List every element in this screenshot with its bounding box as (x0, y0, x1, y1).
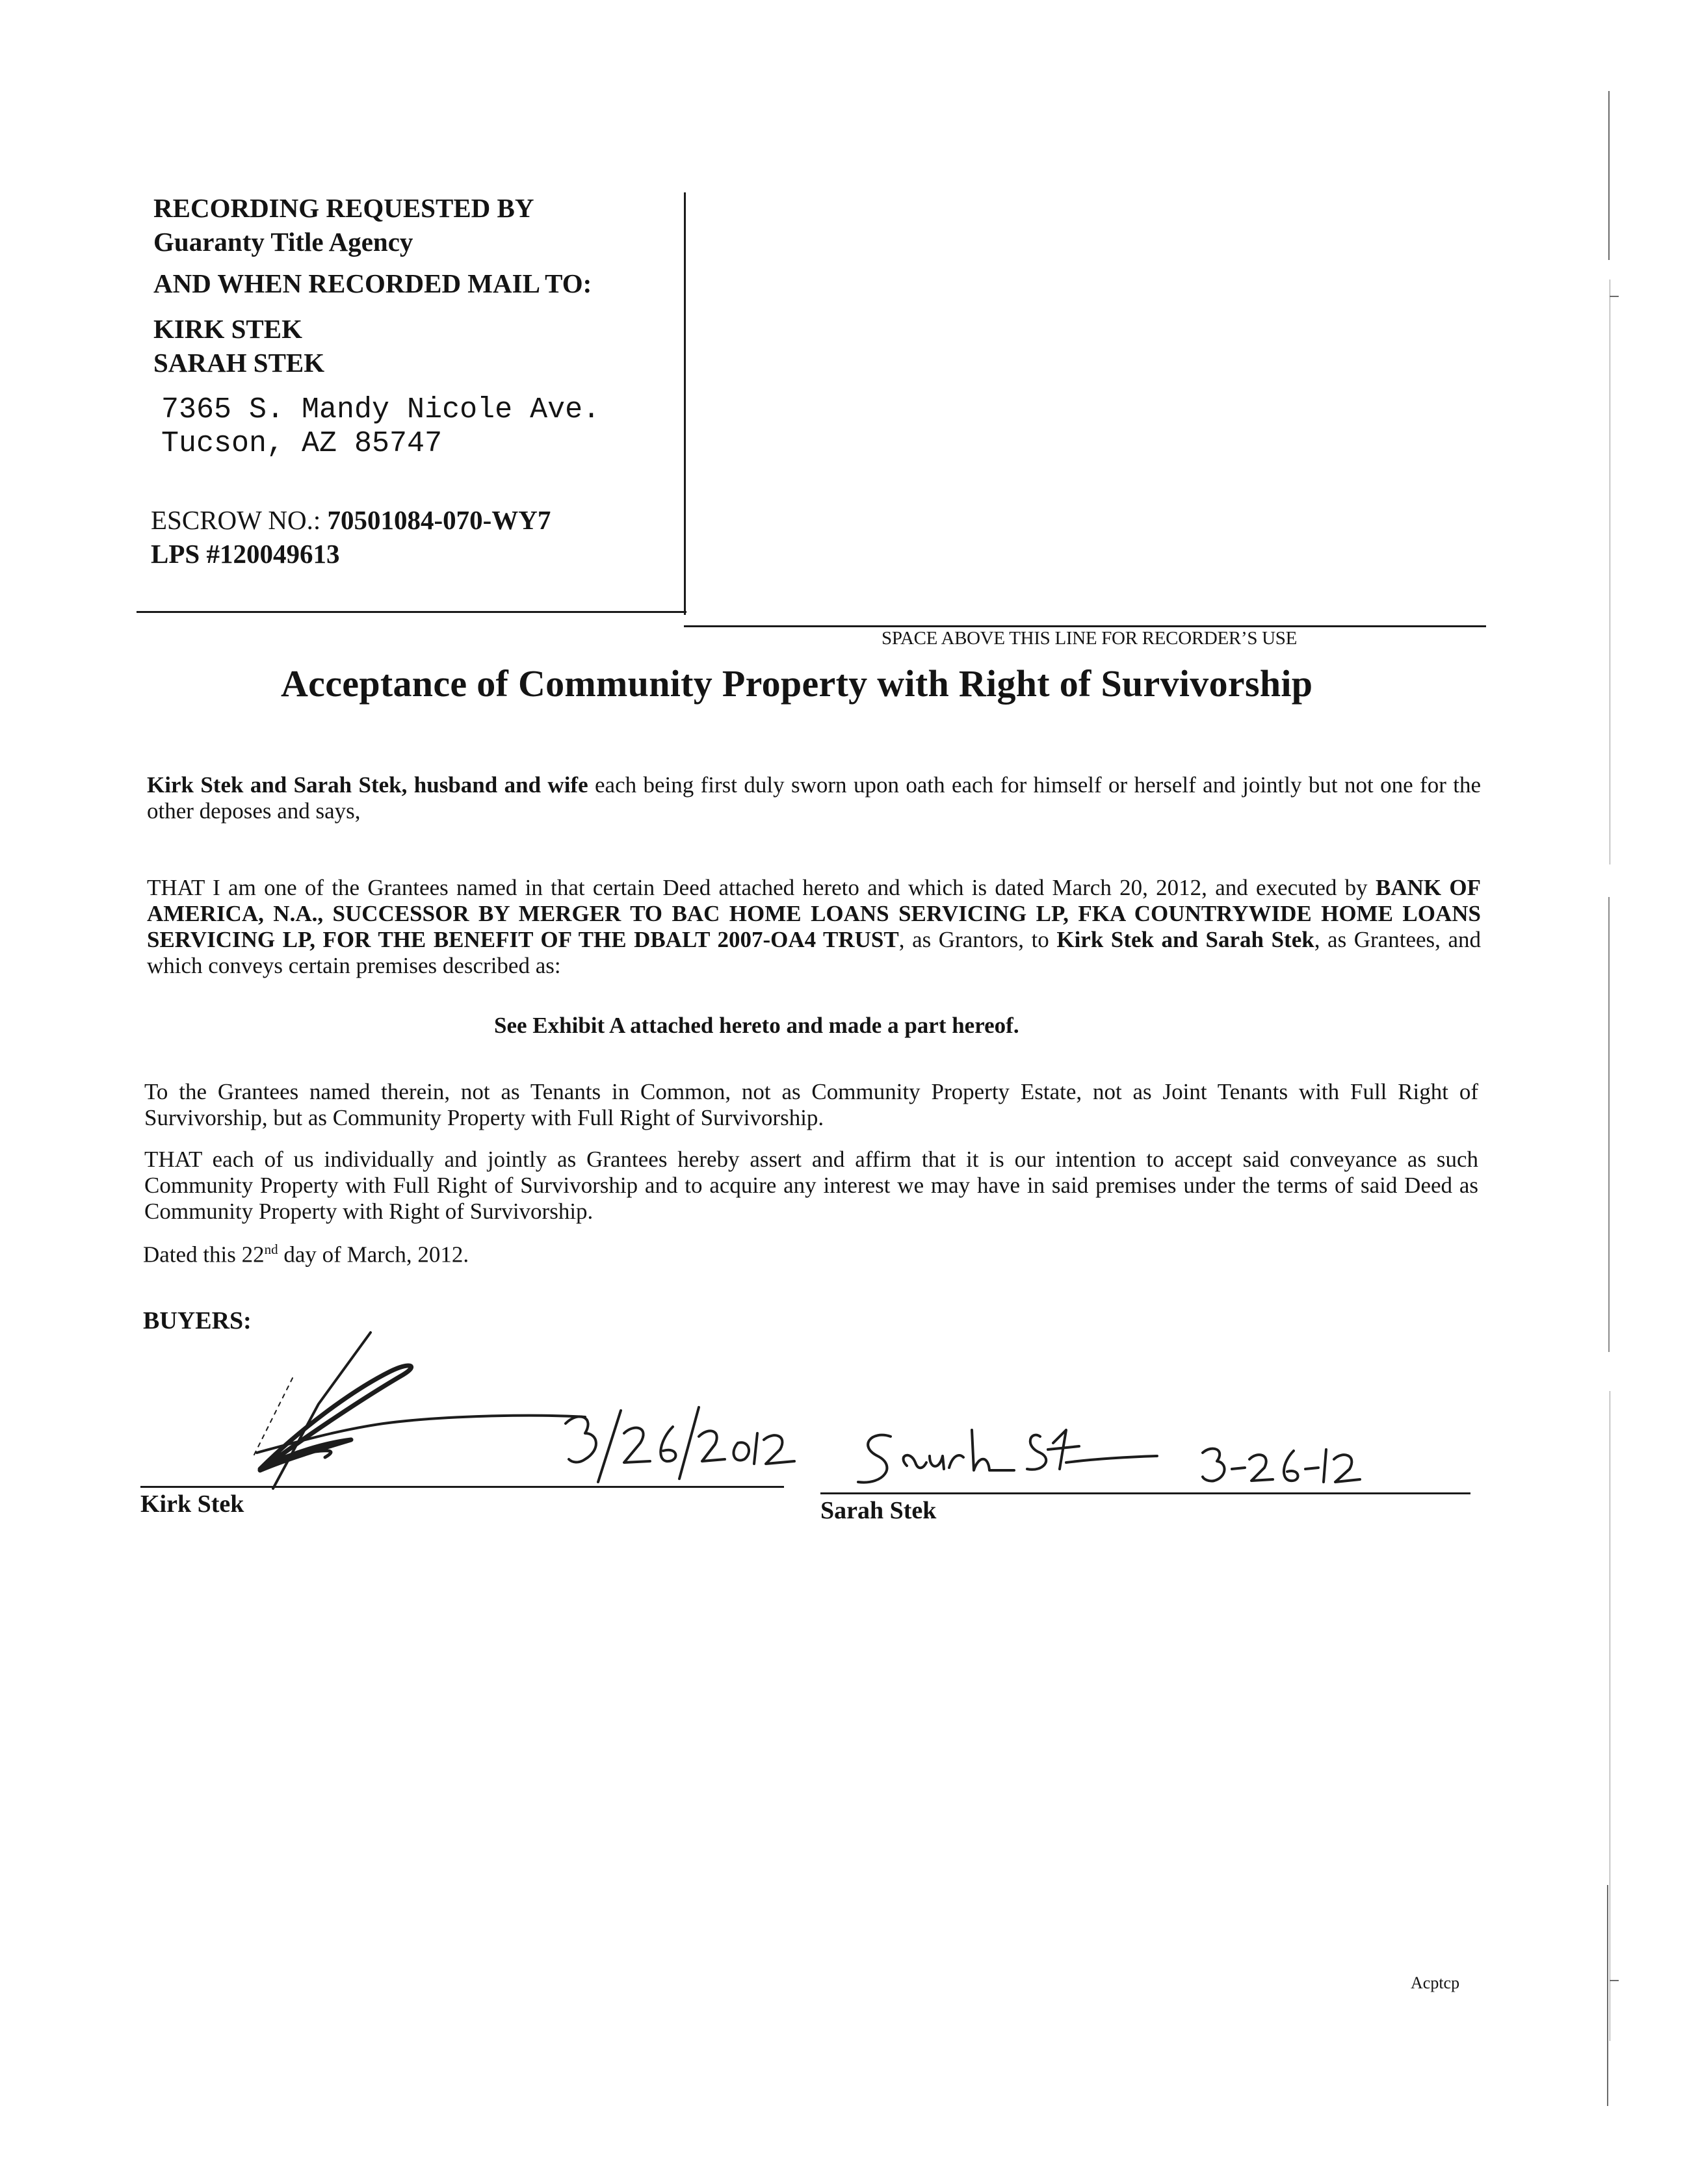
title-agency-name: Guaranty Title Agency (153, 227, 413, 257)
dated-line (143, 1242, 469, 1268)
intro-parties: Kirk Stek and Sarah Stek, husband and wife (147, 772, 588, 798)
date-digit-6 (1284, 1451, 1298, 1481)
dated-ordinal: nd (264, 1242, 278, 1257)
date-digit-6 (660, 1427, 675, 1461)
scan-edge-mark (1607, 1885, 1608, 2106)
kirk-printed-name: Kirk Stek (140, 1490, 244, 1518)
mail-to-label: AND WHEN RECORDED MAIL TO: (153, 268, 592, 298)
kirk-signature-stroke (257, 1416, 585, 1453)
date-digit-2 (1334, 1455, 1360, 1482)
mail-to-name-kirk: KIRK STEK (153, 314, 302, 344)
date-slash (679, 1407, 699, 1479)
sarah-printed-name: Sarah Stek (820, 1497, 937, 1524)
sarah-signature-stroke (904, 1455, 926, 1468)
address-line-1: 7365 S. Mandy Nicole Ave. (161, 393, 601, 426)
intro-paragraph (147, 772, 1481, 824)
date-digit-0 (733, 1442, 749, 1460)
escrow-label: ESCROW NO.: (151, 505, 321, 535)
intro-text: each being first duly sworn upon oath each for himself or herself and jointly but not one for the other deposes and says, (147, 772, 1481, 824)
sarah-signature-stroke (1027, 1435, 1046, 1470)
date-digit-3 (1203, 1449, 1225, 1481)
kirk-signature-date (559, 1404, 806, 1495)
date-digit-2 (699, 1431, 725, 1461)
date-digit-3 (566, 1416, 596, 1462)
deed-text-start: THAT I am one of the Grantees named in that certain Deed attached hereto and which is dated March 20, 2012, and executed by (147, 875, 1376, 900)
sarah-signature-stroke (949, 1455, 963, 1468)
date-slash (598, 1410, 621, 1482)
address-line-2: Tucson, AZ 85747 (161, 427, 443, 460)
sarah-signature-stroke (930, 1456, 944, 1469)
deed-text-mid: , as Grantors, to (898, 927, 1057, 952)
date-dash (1305, 1468, 1318, 1469)
deed-grantor: BANK OF AMERICA, N.A., SUCCESSOR BY MERGER TO BAC HOME LOANS SERVICING LP, FKA COUNTRYWIDE HOME LOANS SERVICING LP, FOR THE BENEFIT OF THE DBALT 2007-OA4 TRUST (147, 875, 1481, 952)
recorder-use-note: SPACE ABOVE THIS LINE FOR RECORDER’S USE (882, 628, 1297, 649)
document-title: Acceptance of Community Property with Right of Survivorship (281, 662, 1313, 705)
sarah-signature-stroke (858, 1435, 891, 1483)
date-digit-2 (624, 1428, 650, 1462)
escrow-line (151, 503, 551, 537)
deed-grantees: Kirk Stek and Sarah Stek (1056, 927, 1314, 952)
scan-edge-mark (1608, 897, 1610, 1352)
escrow-number: 70501084-070-WY7 (327, 505, 551, 535)
deed-text-end: , as Grantees, and which conveys certain premises described as: (147, 927, 1481, 978)
scan-edge-mark (1608, 91, 1610, 260)
lps-number: LPS #120049613 (151, 539, 340, 569)
sarah-signature-stroke (1066, 1456, 1157, 1462)
buyers-label: BUYERS: (143, 1307, 252, 1334)
date-dash (1232, 1468, 1245, 1469)
sarah-signature (845, 1410, 1183, 1502)
header-box-divider (684, 192, 686, 615)
sarah-signature-stroke (972, 1430, 1014, 1470)
date-digit-1 (754, 1433, 757, 1464)
footer-form-code: Acptcp (1411, 1973, 1460, 1992)
date-digit-1 (1324, 1450, 1326, 1482)
intention-paragraph: THAT each of us individually and jointly as Grantees hereby assert and affirm that it is our intention to accept said conveyance as such Community Property with Full Right of Survivorship and to acquire any interest we may have in said premises under the terms of said Deed as Community Property with Right of Survivorship. (144, 1147, 1478, 1224)
sarah-signature-stroke (1048, 1430, 1079, 1469)
kirk-signature-stroke (273, 1332, 371, 1488)
date-digit-2 (764, 1435, 794, 1464)
date-digit-2 (1249, 1455, 1273, 1481)
dated-prefix: Dated this 22 (143, 1242, 265, 1268)
mail-to-name-sarah: SARAH STEK (153, 348, 325, 378)
sarah-signature-date (1196, 1436, 1365, 1495)
deed-paragraph (147, 875, 1481, 979)
header-box-bottom-rule (137, 611, 686, 613)
tenants-paragraph: To the Grantees named therein, not as Tenants in Common, not as Community Property Estate, not as Joint Tenants with Full Right of Survivorship, but as Community Property with Full Right of Survivorship. (144, 1079, 1478, 1130)
scan-edge-tick (1610, 296, 1619, 297)
recording-requested-by-label: RECORDING REQUESTED BY (153, 193, 534, 223)
dated-suffix: day of March, 2012. (278, 1242, 469, 1268)
recorder-space-rule (684, 625, 1486, 627)
exhibit-reference: See Exhibit A attached hereto and made a part hereof. (494, 1013, 1019, 1038)
scan-edge-tick (1610, 1980, 1619, 1981)
